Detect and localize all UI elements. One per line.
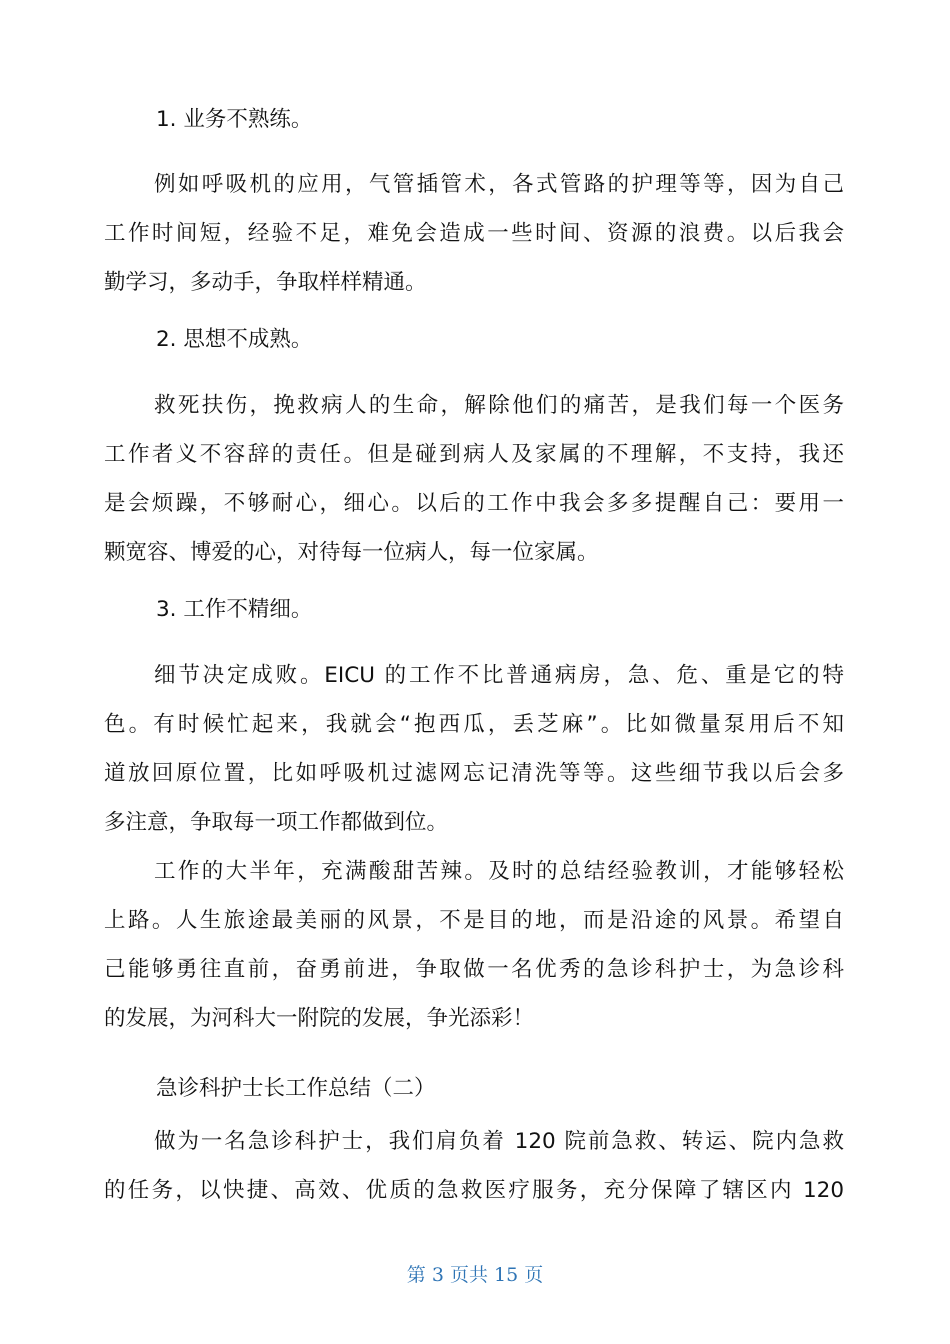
paragraph-line: 做为一名急诊科护士，我们肩负着 120 院前急救、转运、院内急救	[154, 1129, 844, 1154]
paragraph-line: 道放回原位置，比如呼吸机过滤网忘记清洗等等。这些细节我以后会多	[104, 761, 844, 786]
paragraph-line: 的发展，为河科大一附院的发展，争光添彩！	[104, 1006, 535, 1031]
page-number-footer: 第 3 页共 15 页	[406, 1264, 544, 1286]
paragraph-line: 工作的大半年，充满酸甜苦辣。及时的总结经验教训，才能够轻松	[154, 859, 844, 884]
paragraph-line: 的任务，以快捷、高效、优质的急救医疗服务，充分保障了辖区内 120	[104, 1178, 844, 1203]
paragraph-line: 工作者义不容辞的责任。但是碰到病人及家属的不理解，不支持，我还	[104, 442, 844, 467]
paragraph-line: 例如呼吸机的应用，气管插管术，各式管路的护理等等，因为自己	[154, 172, 844, 197]
section-title: 急诊科护士长工作总结（二）	[156, 1076, 436, 1101]
paragraph-line: 是会烦躁，不够耐心，细心。以后的工作中我会多多提醒自己：要用一	[104, 491, 844, 516]
paragraph-line: 色。有时候忙起来，我就会“抱西瓜，丢芝麻”。比如微量泵用后不知	[104, 712, 844, 737]
paragraph-line: 颗宽容、博爱的心，对待每一位病人，每一位家属。	[104, 540, 599, 565]
paragraph-line: 上路。人生旅途最美丽的风景，不是目的地，而是沿途的风景。希望自	[104, 908, 844, 933]
paragraph-line: 细节决定成败。EICU 的工作不比普通病房，急、危、重是它的特	[154, 663, 844, 688]
list-heading-2: 2. 思想不成熟。	[156, 327, 313, 352]
paragraph-line: 勤学习，多动手，争取样样精通。	[104, 270, 427, 295]
paragraph-line: 救死扶伤，挽救病人的生命，解除他们的痛苦，是我们每一个医务	[154, 393, 844, 418]
paragraph-line: 工作时间短，经验不足，难免会造成一些时间、资源的浪费。以后我会	[104, 221, 844, 246]
list-heading-3: 3. 工作不精细。	[156, 597, 313, 622]
paragraph-line: 己能够勇往直前，奋勇前进，争取做一名优秀的急诊科护士，为急诊科	[104, 957, 844, 982]
list-heading-1: 1. 业务不熟练。	[156, 107, 313, 132]
paragraph-line: 多注意，争取每一项工作都做到位。	[104, 810, 449, 835]
